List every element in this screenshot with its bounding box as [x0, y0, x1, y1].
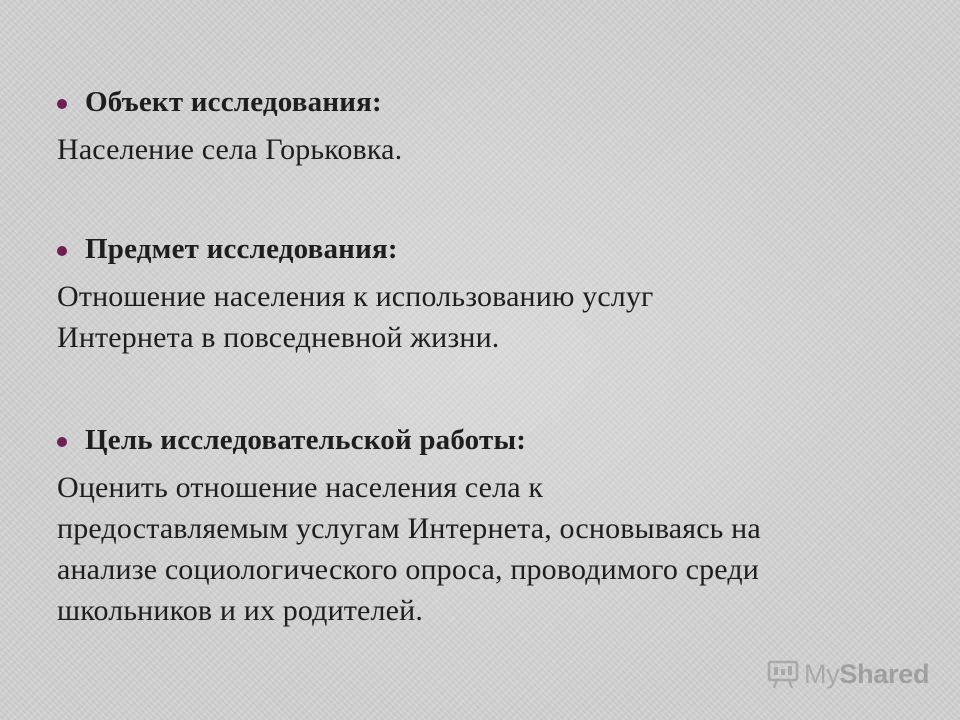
myshared-watermark	[766, 655, 929, 693]
body-line: Отношение населения к использованию услуг	[57, 280, 654, 313]
section-research-goal	[57, 420, 937, 631]
section-research-object	[57, 82, 937, 170]
body-line: Интернета в повседневной жизни.	[57, 321, 500, 354]
body-line: анализе социологического опроса, проводимого среди	[57, 553, 759, 586]
section-heading: Объект исследования:	[85, 86, 382, 118]
bullet-icon	[57, 246, 67, 256]
section-body	[57, 129, 937, 170]
section-body	[57, 467, 937, 631]
heading-row	[57, 82, 937, 122]
bullet-icon	[57, 437, 67, 447]
body-line: школьников и их родителей.	[57, 594, 423, 627]
watermark-text	[804, 659, 929, 690]
section-body	[57, 276, 937, 358]
bullet-icon	[57, 99, 67, 109]
body-line: Население села Горьковка.	[57, 133, 403, 166]
heading-row	[57, 229, 937, 269]
section-heading: Предмет исследования:	[85, 233, 398, 265]
watermark-text-bold: Shared	[839, 658, 930, 689]
body-line: предоставляемым услугам Интернета, основываясь на	[57, 512, 761, 545]
section-research-subject	[57, 229, 937, 358]
body-line: Оценить отношение населения села к	[57, 471, 544, 504]
watermark-text-light: My	[804, 658, 840, 689]
heading-row	[57, 420, 937, 460]
presentation-board-icon	[766, 659, 800, 689]
section-heading: Цель исследовательской работы:	[85, 424, 527, 456]
